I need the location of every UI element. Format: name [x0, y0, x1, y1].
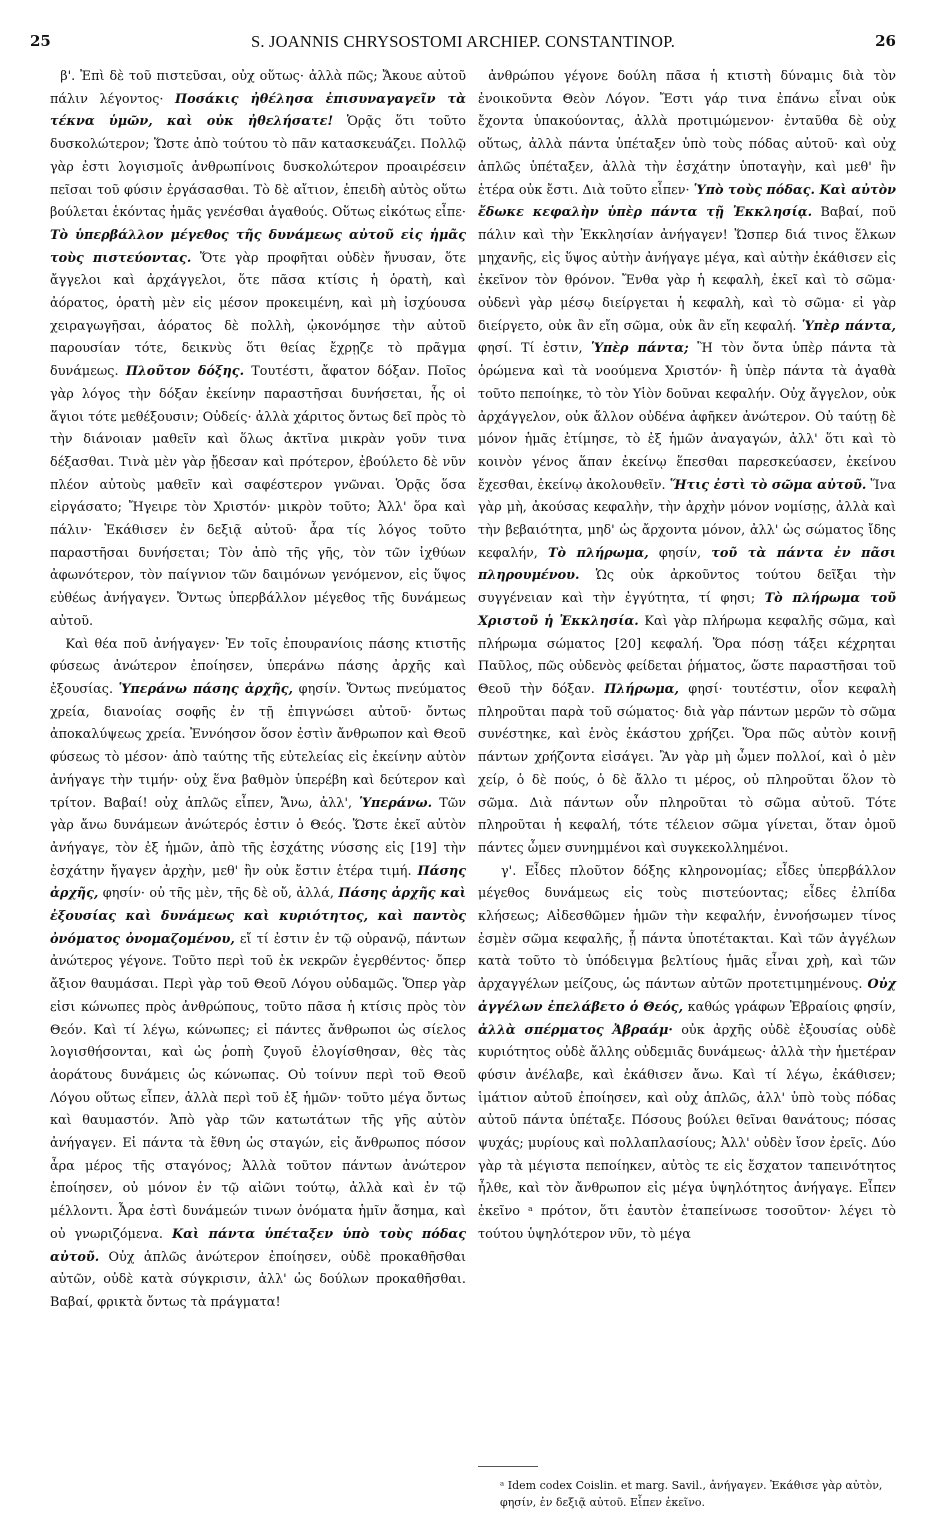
emphasis-run: Τὸ πλήρωμα τοῦ Χριστοῦ ἡ Ἐκκλησία. — [478, 591, 896, 629]
text-run: Βαβαί, ποῦ πάλιν καὶ τὴν Ἐκκλησίαν ἀνήγαγεν! Ὥσπερ διά τινος ἕλκων μηχανῆς, εἰς ὕψος αὐτὴν ἀνήγαγε μέγα, καὶ αὐτὴν ἐκάθισεν εἰς ἐκεῖνον τὸν θρόνον. Ἔνθα γὰρ ἡ κεφαλὴ, ἐκεῖ καὶ τὸ σῶμα· οὐδενὶ γὰρ μέσῳ διείργεται ἡ κεφαλὴ, καὶ τὸ σῶμα· εἰ γὰρ διείργετο, οὐκ ἂν εἴη σῶμα, οὐκ ἂν εἴη κεφαλή. — [478, 205, 896, 334]
emphasis-run: Ὑπὸ τοὺς πόδας. Καὶ αὐτὸν ἔδωκε κεφαλὴν ὑπὲρ πάντα τῇ Ἐκκλησίᾳ. — [478, 182, 896, 221]
text-run: Καὶ θέα ποῦ ἀνήγαγεν· Ἐν τοῖς ἐπουρανίοις πάσης κτιστῆς φύσεως ἀνώτερον ἐποίησεν, ὑπεράνω πάσης ἀρχῆς καὶ ἐξουσίας. — [50, 636, 466, 697]
text-run: εἴ τί ἐστιν ἐν τῷ οὐρανῷ, πάντων ἀνώτερος γέγονε. Τοῦτο περὶ τοῦ ἐκ νεκρῶν ἐγερθέντος· ὄπερ ἄξιον θαυμάσαι. Περὶ γὰρ τοῦ Θεοῦ Λόγου οὐδαμῶς. Ὅπερ γὰρ εἰσι κώνωπες πρὸς ἀνθρώπους, τοῦτο πᾶσα ἡ κτίσις πρὸς τὸν Θεόν. Καὶ τί λέγω, κώνωπες; εἰ πάντες ἄνθρωποι ὡς σίελος λογισθήσονται, καὶ ὡς ῥοπὴ ζυγοῦ ἐλογίσθησαν, θὲς τὰς ἀοράτους δυνάμεις ὡς κώνωπας. Οὐ τοίνυν περὶ τοῦ Θεοῦ Λόγου οὕτως εἶπεν, ἀλλὰ περὶ τοῦ ἐξ ἡμῶν· τοῦτο μέγα ὄντως καὶ θαυμαστόν. Ἀπὸ γὰρ τῶν κατωτάτων τῆς γῆς αὐτὸν ἀνήγαγεν. Εἰ πάντα τὰ ἔθνη ὡς σταγών, εἰς ἄνθρωπος πόσον ἆρα μέρος τῆς σταγόνος; Ἀλλὰ τοῦτον πάντων ἀνώτερον ἐποίησεν, οὐ μόνον ἐν τῷ αἰῶνι τούτῳ, ἀλλὰ καὶ ἐν τῷ μέλλοντι. Ἆρα ἐστὶ δυνάμεών τινων ὀνόματα ἡμῖν ἄσημα, καὶ οὐ γνωριζόμενα. — [50, 931, 466, 1242]
emphasis-run: Ὑπὲρ πάντα, — [801, 318, 897, 334]
page-number-left: 25 — [30, 32, 51, 50]
emphasis-run: ἀλλὰ σπέρματος Ἀβραάμ· — [478, 1022, 673, 1038]
left-paragraph-2 — [50, 634, 466, 1315]
text-run: φησίν· οὐ τῆς μὲν, τῆς δὲ οὔ, ἀλλά, — [98, 886, 339, 902]
text-run: φησί· τουτέστιν, οἷον κεφαλὴ πληροῦται παρὰ τοῦ σώματος· διὰ γὰρ πάντων μερῶν τὸ σῶμα συνέστηκε, καὶ ἑνὸς ἑκάστου χρήζει. Ὅρα πῶς αὐτὸν κοινῇ πάντων χρήζοντα εἰσάγει. Ἂν γὰρ μὴ ὦμεν πολλοί, καὶ ὁ μὲν χείρ, ὁ δὲ πούς, ὁ δὲ ἄλλο τι μέρος, οὐ πληροῦται ὅλον τὸ σῶμα. Διὰ πάντων οὖν πληροῦται τὸ σῶμα αὐτοῦ. Τότε πληροῦται ἡ κεφαλή, τότε τέλειον σῶμα γίνεται, ὅταν ὁμοῦ πάντες ὦμεν συνημμένοι καὶ συγκεκολλημένοι. — [478, 681, 897, 856]
emphasis-run: Ὑπὲρ πάντα; — [591, 341, 689, 357]
text-run: Τουτέστι, ἄφατον δόξαν. Ποῖος γὰρ λόγος τὴν δόξαν ἐκείνην παραστῆσαι δυνήσεται, ἧς οἱ ἅγιοι τότε μεθέξουσιν; Οὐδείς· ἀλλὰ χάριτος ὄντως δεῖ πρὸς τὸ τὴν διάνοιαν μαθεῖν καὶ ὅλως ἀκτῖνα μικρὰν γοῦν τινα δέξασθαι. Τινὰ μὲν γὰρ ᾔδεσαν καὶ πρότερον, ἐβούλετο δὲ νῦν πλέον αὐτοὺς μαθεῖν καὶ σαφέστερον γνῶναι. Ὁρᾷς ὅσα εἰργάσατο; Ἤγειρε τὸν Χριστόν· μικρὸν τοῦτο; Ἀλλ' ὅρα καὶ πάλιν· Ἐκάθισεν ἐν δεξιᾷ αὐτοῦ· ἆρα τίς λόγος τοῦτο παραστῆσαι δυνήσεται; Τὸν ἀπὸ τῆς γῆς, τὸν τῶν ἰχθύων ἀφωνότερον, τὸν παίγνιον τῶν δαιμόνων γενόμενον, εἰς ὕψος εὐθέως ἀνήγαγεν. Ὄντως ὑπερβάλλον μέγεθος τῆς δυνάμεως αὐτοῦ. — [50, 364, 467, 629]
emphasis-run: Ὑπεράνω πάσης ἀρχῆς, — [118, 681, 294, 697]
text-run: Ὡς οὐκ ἀρκοῦντος τούτου δεῖξαι τὴν συγγένειαν καὶ τὴν ἐγγύτητα, τί φησι; — [478, 568, 896, 607]
emphasis-run: Τὸ πλήρωμα, — [548, 545, 649, 561]
text-run: φησίν. Ὄντως πνεύματος χρεία, διανοίας σοφῆς ἐν τῇ ἐπιγνώσει αὐτοῦ· ὄντως ἀποκαλύψεως χρεία. Ἐννόησον ὅσον ἐστὶν ἄνθρωπον καὶ Θεοῦ φύσεως τὸ μέσον· ἀπὸ ταύτης τῆς εὐτελείας εἰς ἐκείνην αὐτὸν ἀνήγαγε τὴν τιμήν· οὐχ ἕνα βαθμὸν ὑπερέβη καὶ δεύτερον καὶ τρίτον. Βαβαί! οὐχ ἁπλῶς εἶπεν, Ἄνω, ἀλλ', — [50, 681, 466, 811]
right-paragraph-2 — [478, 861, 896, 1247]
text-run: Ὁρᾷς ὅτι τοῦτο δυσκολώτερον; Ὥστε ἀπὸ τούτου τὸ πᾶν κατασκευάζει. Πολλῷ γὰρ ἐστι λογισμοῖς ἀνθρωπίνοις δυσκολώτερον προαιρέσειν πεῖσαι τοῦ φύσιν ἐργάσασθαι. Τὸ δὲ αἴτιον, ἐπειδὴ αὐτὸς οὕτω βούλεται ἑκόντας ἡμᾶς γενέσθαι ἀγαθούς. Οὕτως εἰκότως εἶπε· — [50, 114, 466, 221]
left-paragraph-1 — [50, 66, 466, 634]
emphasis-run: Πάσης ἀρχῆς καὶ ἐξουσίας καὶ δυνάμεως καὶ κυριότητος, καὶ παντὸς ὀνόματος ὀνομαζομένου, — [50, 886, 466, 947]
emphasis-run: Ποσάκις ἠθέλησα ἐπισυναγαγεῖν τὰ τέκνα ὑμῶν, καὶ οὐκ ἠθελήσατε! — [50, 91, 466, 130]
emphasis-run: Πλοῦτον δόξης. — [125, 364, 245, 380]
text-run: Ὅτε γὰρ προφῆται οὐδὲν ἤνυσαν, ὅτε ἄγγελοι καὶ ἀρχάγγελοι, ὅτε πᾶσα κτίσις ἡ ὁρατὴ, καὶ ἀόρατος, ὁρατὴ μὲν εἰς μέσον προκειμένη, καὶ μὴ ἰσχύουσα χειραγωγῆσαι, ἀόρατος δὲ πολλὴ, ᾠκονόμησε τὴν αὐτοῦ παρουσίαν τότε, δεικνὺς ὅτι θείας ἔχρῃζε τὸ πρᾶγμα δυνάμεως. — [50, 250, 466, 380]
emphasis-run: Καὶ πάντα ὑπέταξεν ὑπὸ τοὺς πόδας αὐτοῦ. — [50, 1226, 466, 1265]
text-run: φησί. Τί ἐστιν, — [478, 341, 592, 357]
footnote: ᵃ Idem codex Coislin. et marg. Savil., ἀνήγαγεν. Ἐκάθισε γὰρ αὐτὸν, φησίν, ἐν δεξιᾷ αὐτοῦ. Εἶπεν ἐκεῖνο. — [500, 1479, 883, 1509]
emphasis-run: τοῦ τὰ πάντα ἐν πᾶσι πληρουμένου. — [478, 545, 896, 584]
text-run: Καὶ γὰρ πλήρωμα κεφαλῆς σῶμα, καὶ πλήρωμα σώματος [20] κεφαλή. Ὅρα πόσῃ τάξει κέχρηται Παῦλος, πῶς οὐδενὸς φείδεται ῥήματος, ὥστε παραστῆσαι τοῦ Θεοῦ τὴν δόξαν. — [478, 613, 896, 697]
text-run: οὐκ ἀρχῆς οὐδὲ ἐξουσίας οὐδὲ κυριότητος οὐδὲ ἄλλης οὐδεμιᾶς δυνάμεως· ἀλλὰ τὴν ἡμετέραν φύσιν ἀνέλαβε, καὶ ἐκάθισεν ἄνω. Καὶ τί λέγω, ἐκάθισεν; ἱμάτιον αὐτοῦ ἐποίησεν, καὶ οὐχ ἁπλῶς, ἀλλ' ὑπὸ τοὺς πόδας αὐτοῦ πάντα ὑπέταξε. Πόσους βούλει θεῖναι θανάτους; πόσας ψυχάς; μυρίους καὶ πολλαπλασίους; Ἀλλ' οὐδὲν ἴσον ἐρεῖς. Δύο γὰρ τὰ μέγιστα πεποίηκεν, αὐτὸς τε εἰς ἔσχατον ταπεινότητος ἦλθε, καὶ τὸν ἄνθρωπον εἰς μέγα ὑψηλότητος ἀνήγαγε. Εἶπεν ἐκεῖνο ᵃ πρότον, ὅτι ἑαυτὸν ἐταπείνωσε τοσοῦτον· λέγει τὸ τούτου ὑψηλότερον νῦν, τὸ μέγα — [478, 1022, 896, 1242]
footnote-rule — [478, 1466, 538, 1467]
right-column — [478, 66, 896, 1247]
text-run: Ἵνα γὰρ μὴ, ἀκούσας κεφαλὴν, τὴν ἀρχὴν μόνον νομίσῃς, ἀλλὰ καὶ τὴν βεβαιότητα, μηδ' ὡς ἄρχοντα μόνον, ἀλλ' ὡς σώματος ἴδης κεφαλήν, — [478, 477, 896, 561]
running-header — [30, 32, 896, 58]
right-paragraph-1 — [478, 66, 896, 861]
text-run: καθώς γράφων Ἑβραίοις φησίν, — [683, 999, 896, 1015]
emphasis-run: Οὐχ ἀγγέλων ἐπελάβετο ὁ Θεός, — [478, 977, 896, 1015]
text-run: Οὐχ ἁπλῶς ἀνώτερον ἐποίησεν, οὐδὲ προκαθῆσθαι αὐτῶν, οὐδὲ κατὰ σύγκρισιν, ἀλλ' ὡς δούλων προκαθῆσθαι. Βαβαί, φρικτὰ ὄντως τὰ πράγματα! — [50, 1249, 466, 1310]
emphasis-run: Πλήρωμα, — [604, 681, 679, 697]
text-run: γ'. Εἶδες πλοῦτον δόξης κληρονομίας; εἶδες ὑπερβάλλον μέγεθος δυνάμεως εἰς τοὺς πιστεύοντας; εἶδες ἐλπίδα κλήσεως; Αἰδεσθῶμεν ἡμῶν τὴν κεφαλήν, ἐννοήσωμεν τίνος ἐσμὲν σῶμα κεφαλῆς, ᾗ πάντα ὑποτέτακται. Καὶ τῶν ἀγγέλων κατὰ τοῦτο τὸ ὑπόδειγμα βελτίους ἡμᾶς εἶναι χρὴ, καὶ τῶν ἀρχαγγέλων μείζους, ὡς πάντων αὐτῶν προτετιμημένους. — [478, 863, 896, 993]
text-run: Ἢ τὸν ὄντα ὑπὲρ πάντα τὰ ὁρώμενα καὶ τὰ νοούμενα Χριστόν· ἢ ὑπὲρ πάντα τὰ ἀγαθὰ τοῦτο πεποίηκε, τὸ τὸν Υἱὸν δοῦναι κεφαλήν. Οὐχ ἄγγελον, οὐκ ἀρχάγγελον, οὐκ ἄλλον οὐδένα ἀφῆκεν ἀνώτερον. Οὐ ταύτῃ δὲ μόνον ἡμᾶς ἐτίμησε, τὸ ἐξ ἡμῶν ἀναγαγών, ἀλλ' ὅτι καὶ τὸ κοινὸν γένος ἅπαν ἐκείνῳ ἕπεσθαι παρεσκεύασεν, ἐκείνου ἔχεσθαι, ἐκείνῳ ἀκολουθεῖν. — [478, 341, 896, 493]
text-run: β'. Ἐπὶ δὲ τοῦ πιστεῦσαι, οὐχ οὕτως· ἀλλὰ πῶς; Ἄκουε αὐτοῦ πάλιν λέγοντος· — [50, 69, 466, 107]
emphasis-run: Ὑπεράνω. — [359, 795, 433, 811]
emphasis-run: Τὸ ὑπερβάλλον μέγεθος τῆς δυνάμεως αὐτοῦ εἰς ἡμᾶς τοὺς πιστεύοντας. — [50, 227, 466, 266]
text-run: φησίν, — [648, 545, 712, 561]
emphasis-run: Πάσης ἀρχῆς, — [50, 863, 466, 902]
left-column — [50, 66, 466, 1315]
text-run: ἀνθρώπου γέγονε δούλη πᾶσα ἡ κτιστὴ δύναμις διὰ τὸν ἐνοικοῦντα Θεὸν Λόγον. Ἔστι γάρ τινα ἐπάνω εἶναι οὐκ ἔχοντα ὑπακούοντας, ἀλλὰ προτιμώμενον· ἐνταῦθα δὲ οὐχ οὕτως, ἀλλὰ πάντα ὑπέταξεν ὑπὸ τοὺς πόδας αὐτοῦ· καὶ οὐχ ἁπλῶς ὑπέταξεν, ἀλλὰ τὴν ἐσχάτην ὑποταγὴν, καὶ μεθ' ἣν ἑτέρα οὐκ ἔστι. Διὰ τοῦτο εἶπεν· — [478, 69, 896, 198]
running-title: S. JOANNIS CHRYSOSTOMI ARCHIEP. CONSTANTINOP. — [250, 32, 676, 51]
emphasis-run: Ἥτις ἐστὶ τὸ σῶμα αὐτοῦ. — [669, 477, 867, 493]
page-number-right: 26 — [875, 32, 896, 50]
text-run: Τῶν γὰρ ἄνω δυνάμεων ἀνώτερός ἐστιν ὁ Θεός. Ὥστε ἐκεῖ αὐτὸν ἀνήγαγε, τὸν ἐξ ἡμῶν, ἀπὸ τῆς ἐσχάτης νύσσης εἰς [19] τὴν ἐσχάτην ἤγαγεν ἀρχὴν, μεθ' ἣν οὐκ ἔστιν ἑτέρα τιμή. — [50, 795, 466, 879]
